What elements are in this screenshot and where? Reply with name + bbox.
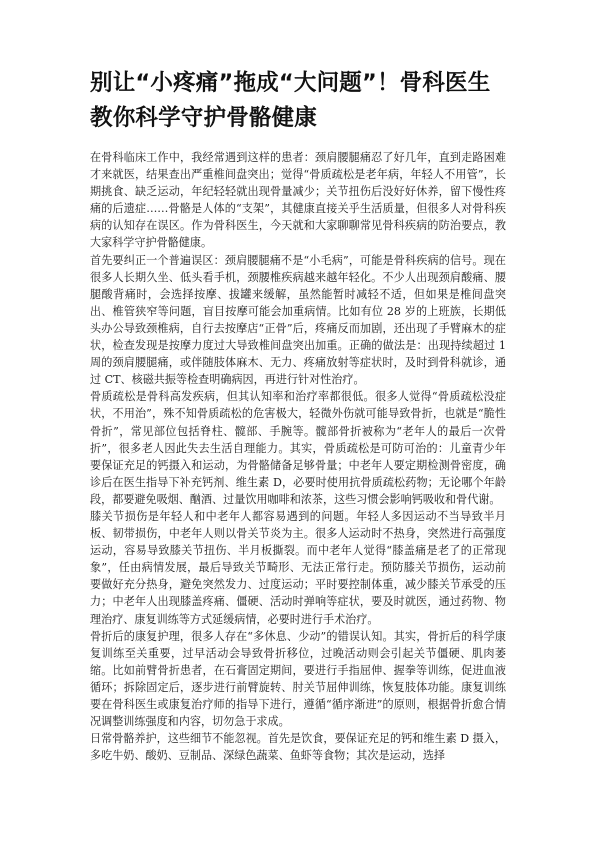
paragraph: 骨质疏松是骨科高发疾病，但其认知率和治疗率都很低。很多人觉得“骨质疏松没症状，不用治”，殊不知骨质疏松的危害极大，轻微外伤就可能导致骨折，也就是“脆性骨折”，常见部位包括脊柱、髋部、手腕等。髋部骨折被称为“老年人的最后一次骨折”，很多老人因此失去生活自理能力。其实，骨质疏松是可防可治的：儿童青少年要保证充足的钙摄入和运动，为骨骼储备足够骨量；中老年人要定期检测骨密度，确诊后在医生指导下补充钙剂、维生素 D，必要时使用抗骨质疏松药物；无论哪个年龄段，都要避免吸烟、酗酒、过量饮用咖啡和浓茶，这些习惯会影响钙吸收和骨代谢。 [90,390,506,506]
paragraph: 首先要纠正一个普遍误区：颈肩腰腿痛不是“小毛病”，可能是骨科疾病的信号。现在很多人长期久坐、低头看手机，颈腰椎疾病越来越年轻化。不少人出现颈肩酸痛、腰腿酸背痛时，会选择按摩、拔罐来缓解，虽然能暂时减轻不适，但如果是椎间盘突出、椎管狭窄等问题，盲目按摩可能会加重病情。比如有位 28 岁的上班族，长期低头办公导致颈椎病，自行去按摩店“正骨”后，疼痛反而加剧，还出现了手臂麻木的症状，检查发现是按摩力度过大导致椎间盘突出加重。正确的做法是：出现持续超过 1 周的颈肩腰腿痛，或伴随肢体麻木、无力、疼痛放射等症状时，及时到骨科就诊，通过 CT、核磁共振等检查明确病因，再进行针对性治疗。 [90,253,506,387]
article-body [90,149,506,764]
paragraph: 骨折后的康复护理，很多人存在“多休息、少动”的错误认知。其实，骨折后的科学康复训练至关重要，过早活动会导致骨折移位，过晚活动则会引起关节僵硬、肌肉萎缩。比如前臂骨折患者，在石膏固定期间，要进行手指屈伸、握拳等训练，促进血液循环；拆除固定后，逐步进行前臂旋转、肘关节屈伸训练，恢复肢体功能。康复训练要在骨科医生或康复治疗师的指导下进行，遵循“循序渐进”的原则，根据骨折愈合情况调整训练强度和内容，切勿急于求成。 [90,629,506,729]
article-title: 别让“小疼痛”拖成“大问题”！骨科医生教你科学守护骨骼健康 [90,70,491,131]
paragraph: 日常骨骼养护，这些细节不能忽视。首先是饮食，要保证充足的钙和维生素 D 摄入，多吃牛奶、酸奶、豆制品、深绿色蔬菜、鱼虾等食物；其次是运动，选择 [90,732,506,763]
paragraph: 在骨科临床工作中，我经常遇到这样的患者：颈肩腰腿痛忍了好几年，直到走路困难才来就医，结果查出严重椎间盘突出；觉得“骨质疏松是老年病，年轻人不用管”，长期挑食、缺乏运动，年纪轻轻就出现骨量减少；关节扭伤后没好好休养，留下慢性疼痛的后遗症……骨骼是人体的“支架”，其健康直接关乎生活质量，但很多人对骨科疾病的认知存在误区。作为骨科医生，今天就和大家聊聊常见骨科疾病的防治要点，教大家科学守护骨骼健康。 [90,151,506,250]
paragraph: 膝关节损伤是年轻人和中老年人都容易遇到的问题。年轻人多因运动不当导致半月板、韧带损伤，中老年人则以骨关节炎为主。很多人运动时不热身，突然进行高强度运动，容易导致膝关节扭伤、半月板撕裂。而中老年人觉得“膝盖痛是老了的正常现象”，任由病情发展，最后导致关节畸形、无法正常行走。预防膝关节损伤，运动前要做好充分热身，避免突然发力、过度运动；平时要控制体重，减少膝关节承受的压力；中老年人出现膝盖疼痛、僵硬、活动时弹响等症状，要及时就医，通过药物、物理治疗、康复训练等方式延缓病情，必要时进行手术治疗。 [90,509,506,626]
